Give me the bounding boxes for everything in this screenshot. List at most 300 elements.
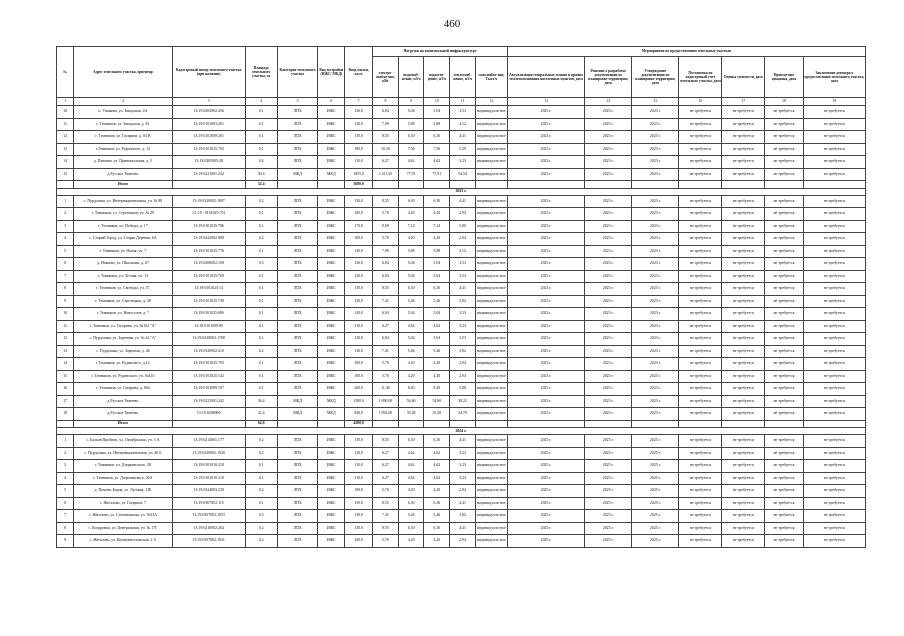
table-cell: ИЖС (318, 195, 345, 208)
table-cell: 0,1 (245, 320, 277, 333)
table-cell: 13:19:0221001:242 (172, 395, 245, 408)
header-valuation: Оценка стоимости, дата (722, 57, 765, 98)
table-cell: 8,55 (373, 497, 399, 510)
table-cell: 2025 г. (585, 472, 632, 485)
table-cell: 120,0 (345, 270, 373, 283)
header-drain: водоотве-дение, м3/ч (424, 57, 450, 98)
table-row (57, 258, 866, 271)
table-cell: 6,30 (398, 283, 424, 296)
table-cell: 5,04 (398, 258, 424, 271)
table-cell: 4,20 (424, 370, 450, 383)
table-cell: не требуется (803, 233, 865, 246)
table-cell: 100,0 (345, 535, 373, 548)
table-cell: ИЖС (318, 370, 345, 383)
table-cell: 6,84 (373, 106, 399, 119)
table-cell: 54,54 (450, 168, 476, 181)
table-cell: 4 (57, 472, 74, 485)
table-cell: не требуется (722, 220, 765, 233)
table-cell: 6,27 (373, 320, 399, 333)
table-cell: с. Кондровка, ул. Центральная, уч. № 17Г (74, 522, 173, 535)
table-cell: ИЖС (318, 118, 345, 131)
table-row (57, 383, 866, 396)
table-cell: 0,1 (245, 472, 277, 485)
table-cell: 2023 г. (585, 320, 632, 333)
table-cell: 6,30 (398, 195, 424, 208)
table-cell: ЛПХ (277, 220, 318, 233)
table-cell: 2023 г. (632, 208, 679, 221)
table-cell: не требуется (765, 535, 804, 548)
table-cell: 6,84 (373, 270, 399, 283)
table-cell: индивидуаль-ное (475, 308, 507, 321)
table-cell: 2023 г. (632, 106, 679, 119)
table-cell: ЛПХ (277, 295, 318, 308)
table-cell: 4,20 (424, 208, 450, 221)
table-cell: индивидуаль-ное (475, 370, 507, 383)
table-cell: 2025 г. (508, 535, 585, 548)
table-cell: не требуется (722, 270, 765, 283)
table-cell: 2023 г. (508, 333, 585, 346)
table-cell: 0,1 (245, 220, 277, 233)
total-cell (475, 181, 507, 189)
table-cell: индивидуаль-ное (475, 358, 507, 371)
table-cell: с. Жегалово, ул. Коммунистическая, 2 А (74, 535, 173, 548)
table-cell: 6,30 (398, 435, 424, 448)
table-cell: ЛПХ (277, 270, 318, 283)
table-cell: 2023 г. (632, 370, 679, 383)
table-cell: 2023 г. (585, 270, 632, 283)
table-cell: не требуется (679, 283, 722, 296)
year-label: 2023 г. (57, 188, 866, 195)
table-cell: не требуется (765, 156, 804, 169)
table-cell: индивидуаль-ное (475, 510, 507, 523)
table-cell: д. Пановка, ул. Привокзальная, д. 5 (74, 156, 173, 169)
table-cell: 5,70 (373, 485, 399, 498)
column-number: 11 (450, 98, 476, 106)
table-cell: 2023 г. (585, 308, 632, 321)
table-cell: 2025 г. (508, 460, 585, 473)
table-row (57, 245, 866, 258)
table-cell: 13:19:0101025:786 (172, 220, 245, 233)
table-cell: не требуется (765, 245, 804, 258)
table-cell: 2025 г. (508, 497, 585, 510)
total-cell (373, 420, 399, 428)
table-cell: ЛПХ (277, 118, 318, 131)
table-cell: 2023 г. (585, 395, 632, 408)
table-cell: ЛПХ (277, 156, 318, 169)
table-cell: индивидуаль-ное (475, 220, 507, 233)
table-cell: не требуется (722, 345, 765, 358)
table-cell: 3,53 (450, 106, 476, 119)
header-water: водоснаб-жение, м3/ч (398, 57, 424, 98)
table-cell: 2023 г. (508, 283, 585, 296)
table-cell: 4,62 (424, 472, 450, 485)
table-cell: не требуется (722, 106, 765, 119)
table-cell: 100,0 (345, 208, 373, 221)
table-cell: индивидуаль-ное (475, 345, 507, 358)
table-cell: не требуется (722, 283, 765, 296)
table-cell: 2023 г. (508, 208, 585, 221)
table-cell: с. Пурдошки, ул. Интернациональная, уч. 46 Б (74, 447, 173, 460)
table-cell: 2023 г. (508, 295, 585, 308)
table-cell: 120,0 (345, 258, 373, 271)
table-cell: 6,30 (424, 435, 450, 448)
table-cell: 2023 г. (508, 370, 585, 383)
table-cell: не требуется (803, 283, 865, 296)
total-row (57, 181, 866, 189)
table-cell: 3 (57, 460, 74, 473)
table-cell: 2025 г. (585, 447, 632, 460)
table-cell: 0,1 (245, 131, 277, 144)
year-row (57, 428, 866, 435)
table-cell: 2025 г. (585, 497, 632, 510)
table-row (57, 435, 866, 448)
table-cell: индивидуаль-ное (475, 472, 507, 485)
table-cell: ИЖС (318, 295, 345, 308)
total-housing: 3680,0 (345, 181, 373, 189)
table-cell: 2025 г. (632, 497, 679, 510)
table-cell: 8,55 (373, 522, 399, 535)
table-cell: 4,20 (398, 535, 424, 548)
table-cell: 16 (57, 383, 74, 396)
table-cell: 32,4 (245, 408, 277, 421)
table-cell: г. Темников, ул. Свободы, уч. 37 (74, 283, 173, 296)
table-cell: 0,1 (245, 295, 277, 308)
table-cell: 150,0 (345, 497, 373, 510)
table-cell: 5,46 (398, 510, 424, 523)
table-cell: 5,70 (373, 233, 399, 246)
table-cell: не требуется (765, 472, 804, 485)
table-cell: г. Темников, ул. Новоселов, д. 7 (74, 308, 173, 321)
table-cell: не требуется (803, 345, 865, 358)
table-cell: 13:19:0320002:1920 (172, 447, 245, 460)
table-cell: ЛПХ (277, 535, 318, 548)
table-cell: ИЖС (318, 497, 345, 510)
table-cell: индивидуаль-ное (475, 497, 507, 510)
table-cell: 13:19:0101025:696 (172, 308, 245, 321)
table-cell: 7,98 (373, 245, 399, 258)
table-cell: не требуется (722, 156, 765, 169)
table-cell: 4,41 (450, 195, 476, 208)
table-cell: индивидуаль-ное (475, 485, 507, 498)
table-cell: с. Балков Пробино, ул. Октябрьская, уч. 3 А (74, 435, 173, 448)
table-cell: 4,12 (450, 118, 476, 131)
table-cell: индивидуаль-ное (475, 270, 507, 283)
table-cell: ИЖС (318, 510, 345, 523)
table-cell: 5,46 (424, 345, 450, 358)
table-cell: 2025 г. (585, 485, 632, 498)
total-label: Итого (74, 181, 173, 189)
table-cell: не требуется (765, 131, 804, 144)
table-cell: ИЖС (318, 233, 345, 246)
table-cell: не требуется (803, 460, 865, 473)
total-cell (172, 420, 245, 428)
table-cell: 150,0 (345, 131, 373, 144)
table-cell: 4,41 (450, 283, 476, 296)
total-cell (450, 181, 476, 189)
table-cell: не требуется (679, 333, 722, 346)
table-cell: не требуется (803, 358, 865, 371)
table-cell: не требуется (722, 510, 765, 523)
table-cell: 2023 г. (632, 143, 679, 156)
table-cell: 170,0 (345, 220, 373, 233)
table-cell: 110,0 (345, 447, 373, 460)
table-cell: 2023 г. (632, 270, 679, 283)
table-cell: 4,62 (398, 460, 424, 473)
table-cell: не требуется (722, 485, 765, 498)
table-cell: 2025 г. (632, 535, 679, 548)
table-cell: 3,23 (450, 472, 476, 485)
table-cell: 110,0 (345, 472, 373, 485)
table-cell: 2025 г. (632, 522, 679, 535)
table-cell: 2023 г. (508, 233, 585, 246)
table-cell: 2025 г. (632, 447, 679, 460)
table-cell: ЛПХ (277, 131, 318, 144)
table-row (57, 345, 866, 358)
table-cell: ИЖС (318, 156, 345, 169)
total-cell (679, 420, 722, 428)
column-number: 7 (345, 98, 373, 106)
table-cell: индивидуаль-ное (475, 447, 507, 460)
land-plots-table (56, 46, 866, 548)
table-cell: 13:19:0101009:107 (172, 383, 245, 396)
table-cell: 0,3 (245, 258, 277, 271)
table-cell: 2023 г. (508, 245, 585, 258)
table-cell: 8 (57, 522, 74, 535)
column-number: 13 (508, 98, 585, 106)
table-cell: с. Пурдошки, ул. Интернациональная, уч. № 88 (74, 195, 173, 208)
table-cell: 150,0 (345, 283, 373, 296)
table-cell: не требуется (765, 345, 804, 358)
table-cell: 5,04 (424, 333, 450, 346)
table-cell: 10 (57, 106, 74, 119)
table-cell: индивидуаль-ное (475, 245, 507, 258)
table-cell: не требуется (765, 233, 804, 246)
table-cell: 3,53 (450, 333, 476, 346)
table-cell: не требуется (803, 447, 865, 460)
table-cell: 200,0 (345, 383, 373, 396)
total-cell (508, 420, 585, 428)
table-cell: 6,84 (373, 258, 399, 271)
table-cell: 2,94 (450, 370, 476, 383)
table-cell: 4,62 (424, 447, 450, 460)
table-cell: 0,1 (245, 383, 277, 396)
table-cell: 130,0 (345, 345, 373, 358)
table-cell: 5,70 (373, 535, 399, 548)
table-cell: 2023 г. (508, 383, 585, 396)
table-cell: ИЖС (318, 447, 345, 460)
table-cell: не требуется (679, 208, 722, 221)
table-cell: 5,46 (398, 295, 424, 308)
table-cell: не требуется (803, 245, 865, 258)
table-cell: 3 (57, 220, 74, 233)
table-cell: не требуется (679, 233, 722, 246)
table-cell: 2,94 (450, 208, 476, 221)
column-number: 19 (803, 98, 865, 106)
column-number: 18 (765, 98, 804, 106)
table-cell: 0,2 (245, 233, 277, 246)
table-cell: не требуется (679, 497, 722, 510)
total-cell (722, 181, 765, 189)
table-cell: 13:19:0307002:1053 (172, 510, 245, 523)
table-cell: 4,20 (398, 208, 424, 221)
table-cell: 2 (57, 447, 74, 460)
table-cell: не требуется (722, 258, 765, 271)
table-cell: индивидуаль-ное (475, 283, 507, 296)
table-cell: 2023 г. (632, 168, 679, 181)
table-cell: 2025 г. (508, 472, 585, 485)
table-cell: г. Темников, ул. Новая, уч. 7 (74, 245, 173, 258)
table-cell: индивидуаль-ное (475, 195, 507, 208)
table-cell: ИЖС (318, 485, 345, 498)
table-cell: 130,0 (345, 295, 373, 308)
table-cell: 5,29 (450, 143, 476, 156)
table-cell: ЛПХ (277, 460, 318, 473)
table-cell: не требуется (803, 320, 865, 333)
table-cell: не требуется (679, 106, 722, 119)
total-cell (679, 181, 722, 189)
table-cell: ИЖС (318, 320, 345, 333)
table-cell: 2,94 (450, 233, 476, 246)
total-cell (632, 420, 679, 428)
header-measures-group: Мероприятия по предоставлению земельных участков (508, 47, 866, 57)
header-row-top (57, 47, 866, 57)
table-cell: д. Итяково, ул. Школьная, д. 67 (74, 258, 173, 271)
table-cell: ИЖС (318, 308, 345, 321)
table-cell: п. Ушакова, ул. Заводская, 4А (74, 106, 173, 119)
table-cell: 2023 г. (585, 245, 632, 258)
table-cell: ИЖС (318, 383, 345, 396)
table-cell: не требуется (722, 233, 765, 246)
table-cell: ЛПХ (277, 333, 318, 346)
total-cell (398, 420, 424, 428)
table-cell: не требуется (679, 345, 722, 358)
table-cell: 7,98 (373, 118, 399, 131)
table-cell: 1300,0 (345, 395, 373, 408)
table-cell: 6,27 (373, 156, 399, 169)
column-number: 1 (57, 98, 74, 106)
table-cell: г. Темников, ул. Стрелецкая, д. 28 (74, 295, 173, 308)
table-cell: не требуется (679, 320, 722, 333)
table-cell: 3,82 (450, 345, 476, 358)
table-cell: 6,30 (424, 131, 450, 144)
table-cell: не требуется (679, 358, 722, 371)
table-cell: 10 (57, 308, 74, 321)
table-cell: 6,30 (398, 131, 424, 144)
table-cell: ИЖС (318, 435, 345, 448)
table-cell: 2023 г. (508, 345, 585, 358)
table-cell: 0,1 (245, 283, 277, 296)
table-cell: ЛПХ (277, 485, 318, 498)
table-cell: 14 (57, 358, 74, 371)
table-cell: 2023 г. (585, 233, 632, 246)
table-cell: 150,0 (345, 522, 373, 535)
table-cell: 4,41 (450, 131, 476, 144)
table-cell: не требуется (679, 308, 722, 321)
table-cell: 4,62 (424, 320, 450, 333)
table-cell: не требуется (722, 435, 765, 448)
table-cell: г. Темников, ул. Лесная, уч. 13 (74, 270, 173, 283)
table-cell: 0,2 (245, 435, 277, 448)
table-cell: 5,04 (398, 106, 424, 119)
total-cell (585, 181, 632, 189)
table-cell: г. Темников, ул. Заводская, д. 81 (74, 118, 173, 131)
total-cell (277, 181, 318, 189)
table-cell: не требуется (679, 383, 722, 396)
table-cell: 2025 г. (508, 447, 585, 460)
table-cell: не требуется (679, 510, 722, 523)
table-cell: не требуется (722, 358, 765, 371)
table-cell: не требуется (722, 168, 765, 181)
table-cell: не требуется (722, 118, 765, 131)
table-cell: 3,23 (450, 447, 476, 460)
table-cell: не требуется (679, 195, 722, 208)
table-cell: 8,55 (373, 131, 399, 144)
table-cell: не требуется (765, 447, 804, 460)
table-cell: 0,2 (245, 522, 277, 535)
table-cell: 7 (57, 270, 74, 283)
table-cell: ЛПХ (277, 522, 318, 535)
table-cell: 2023 г. (632, 408, 679, 421)
table-cell: не требуется (722, 522, 765, 535)
table-cell: 5,70 (373, 208, 399, 221)
table-cell: 4 (57, 233, 74, 246)
year-row (57, 188, 866, 195)
table-cell: 2023 г. (508, 156, 585, 169)
table-cell: ЛПХ (277, 320, 318, 333)
table-cell: 13:19:0221001:242 (172, 168, 245, 181)
table-cell: не требуется (765, 143, 804, 156)
total-cell (450, 420, 476, 428)
table-row (57, 270, 866, 283)
table-cell: 2023 г. (585, 283, 632, 296)
table-cell: 11,40 (373, 383, 399, 396)
table-cell: 0,1 (245, 143, 277, 156)
table-cell: 4,20 (424, 358, 450, 371)
table-cell: г. Темников, ул. Гагарина, д. 80а (74, 383, 173, 396)
table-cell: не требуется (765, 395, 804, 408)
table-cell: 2023 г. (508, 408, 585, 421)
table-cell: ИЖС (318, 535, 345, 548)
table-row (57, 295, 866, 308)
table-cell: 77,91 (398, 168, 424, 181)
table-cell: не требуется (765, 358, 804, 371)
table-cell: 38,22 (450, 395, 476, 408)
table-cell: 1 690,00 (373, 395, 399, 408)
table-cell: 2023 г. (585, 345, 632, 358)
table-cell: МКД (318, 395, 345, 408)
table-cell: 7,56 (398, 143, 424, 156)
table-cell: 5,46 (424, 295, 450, 308)
table-cell: индивидуаль-ное (475, 258, 507, 271)
table-cell: не требуется (765, 485, 804, 498)
table-cell: 130,0 (345, 510, 373, 523)
table-cell: ЛПХ (277, 447, 318, 460)
table-cell: не требуется (765, 497, 804, 510)
table-cell: не требуется (803, 308, 865, 321)
table-cell: 2023 г. (585, 118, 632, 131)
table-cell: 5,04 (398, 270, 424, 283)
table-cell: 2025 г. (585, 535, 632, 548)
total-cell (398, 181, 424, 189)
table-cell: 54,60 (398, 395, 424, 408)
table-cell: не требуется (765, 370, 804, 383)
table-cell: 7,56 (424, 143, 450, 156)
table-cell: 5,88 (424, 245, 450, 258)
table-cell: 2023 г. (585, 143, 632, 156)
table-cell: 7,41 (373, 295, 399, 308)
table-cell: 2025 г. (632, 460, 679, 473)
table-cell: не требуется (679, 220, 722, 233)
